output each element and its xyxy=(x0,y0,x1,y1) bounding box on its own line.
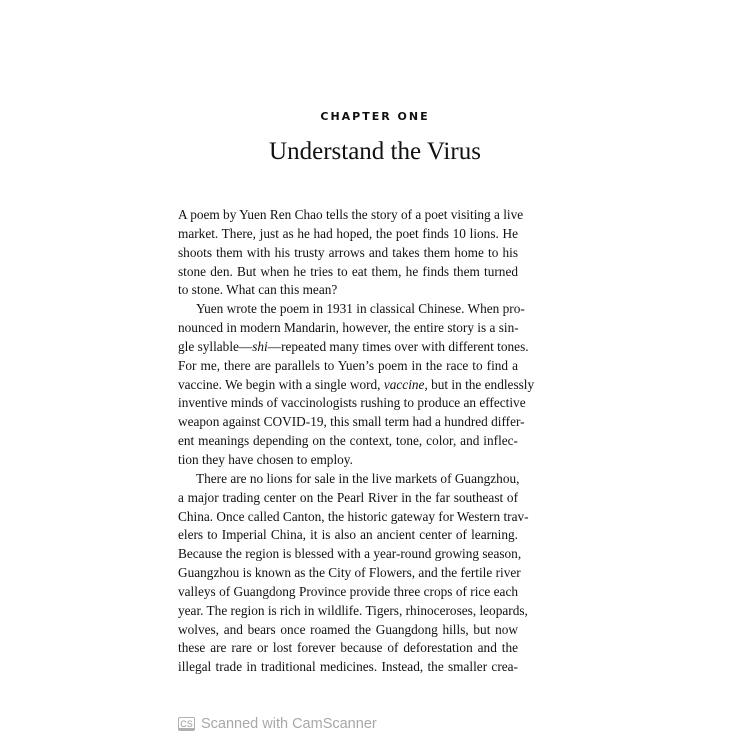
italic-word: shi xyxy=(252,338,268,354)
text-line: China. Once called Canton, the historic gateway for Western trav- xyxy=(178,508,529,524)
italic-word: vaccine xyxy=(383,376,425,392)
text-line: tion they have chosen to employ. xyxy=(178,451,353,467)
text-line: illegal trade in traditional medicines. Instead, the smaller crea- xyxy=(178,659,518,675)
text-line: Because the region is blessed with a year-round growing season, xyxy=(178,546,522,562)
body-text xyxy=(178,206,535,677)
text-line: inventive minds of vaccinologists rushing to produce an effective xyxy=(178,395,526,411)
chapter-kicker: CHAPTER ONE xyxy=(320,110,430,123)
text-line: wolves, and bears once roamed the Guangdong hills, but now xyxy=(178,621,518,637)
text-line: ent meanings depending on the context, tone, color, and inflec- xyxy=(178,433,518,449)
text-segment: , but in the endlessly xyxy=(424,376,535,392)
text-line: weapon against COVID-19, this small term had a hundred differ- xyxy=(178,414,525,430)
camscanner-watermark xyxy=(178,716,377,732)
text-line: Yuen wrote the poem in 1931 in classical Chinese. When pro- xyxy=(196,301,525,317)
text-line: A poem by Yuen Ren Chao tells the story of a poet visiting a live xyxy=(178,207,524,222)
text-line: stone den. But when he tries to eat them, he finds them turned xyxy=(178,263,518,279)
watermark-text: Scanned with CamScanner xyxy=(201,716,377,732)
text-line: For me, there are parallels to Yuen’s poem in the race to find a xyxy=(178,357,518,373)
text-segment: gle syllable— xyxy=(178,338,253,354)
text-line: valleys of Guangdong Province provide three crops of rice each xyxy=(178,583,518,599)
text-line: a major trading center on the Pearl River in the far southeast of xyxy=(178,489,518,505)
text-line: Guangzhou is known as the City of Flowers, and the fertile river xyxy=(178,565,521,581)
text-line: market. There, just as he had hoped, the poet finds 10 lions. He xyxy=(178,225,518,241)
camscanner-logo-icon: CS xyxy=(178,717,195,731)
text-segment: vaccine. We begin with a single word, xyxy=(178,376,384,392)
text-line: There are no lions for sale in the live markets of Guangzhou, xyxy=(196,470,520,486)
text-line xyxy=(178,338,529,357)
text-line: these are rare or lost forever because of deforestation and the xyxy=(178,640,518,656)
text-line: elers to Imperial China, it is also an ancient center of learning. xyxy=(178,527,518,543)
text-segment: —repeated many times over with different tones. xyxy=(267,338,529,354)
text-line: year. The region is rich in wildlife. Tigers, rhinoceroses, leopards, xyxy=(178,602,528,618)
text-line: nounced in modern Mandarin, however, the entire story is a sin- xyxy=(178,320,519,336)
text-line xyxy=(178,376,535,395)
chapter-title: Understand the Virus xyxy=(269,138,481,165)
text-line: shoots them with his trusty arrows and takes them home to his xyxy=(178,244,518,260)
text-line: to stone. What can this mean? xyxy=(178,282,338,298)
